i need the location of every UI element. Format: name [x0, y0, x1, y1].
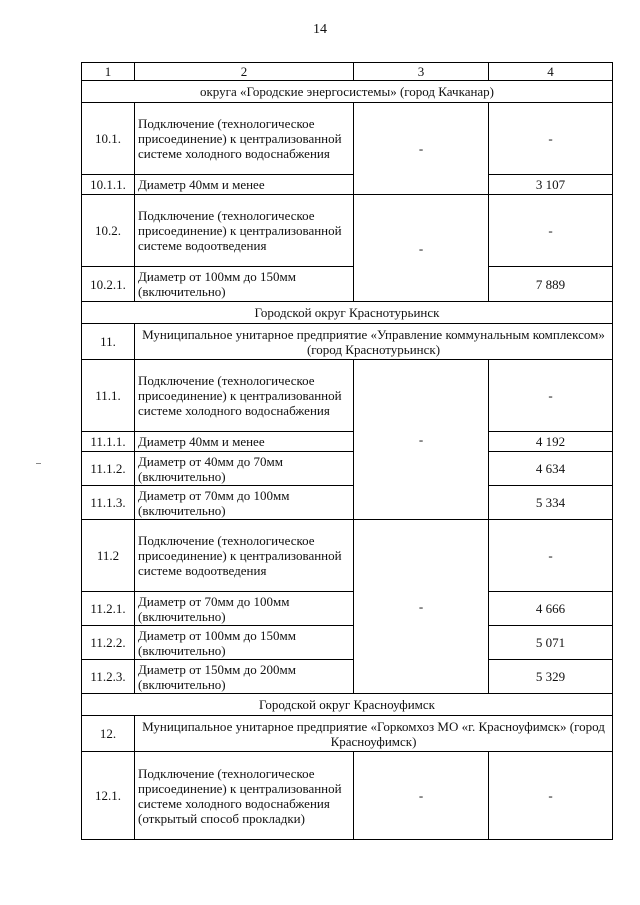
org-name: Муниципальное унитарное предприятие «Горкомхоз МО «г. Красноуфимск» (город Красноуфимск): [135, 716, 613, 752]
item-tariff: -: [489, 752, 613, 840]
table-row: [82, 520, 613, 592]
section-title: округа «Городские энергосистемы» (город Качканар): [82, 81, 613, 103]
header-cell: 1: [82, 63, 135, 81]
item-tariff: 5 071: [489, 626, 613, 660]
item-number: 11.1.2.: [82, 452, 135, 486]
item-number: 10.2.1.: [82, 267, 135, 302]
item-number: 11.1.3.: [82, 486, 135, 520]
org-row: [82, 324, 613, 360]
item-col3: -: [354, 103, 489, 195]
item-number: 10.2.: [82, 195, 135, 267]
section-row: [82, 694, 613, 716]
org-number: 12.: [82, 716, 135, 752]
item-description: Диаметр от 100мм до 150мм (включительно): [135, 626, 354, 660]
item-tariff: 5 329: [489, 660, 613, 694]
table-row: [82, 175, 613, 195]
item-description: Подключение (технологическое присоединение) к централизованной системе водоотведения: [135, 520, 354, 592]
item-description: Диаметр 40мм и менее: [135, 432, 354, 452]
item-tariff: 3 107: [489, 175, 613, 195]
item-description: Диаметр от 150мм до 200мм (включительно): [135, 660, 354, 694]
org-row: [82, 716, 613, 752]
table-row: [82, 592, 613, 626]
section-row: [82, 81, 613, 103]
section-title: Городской округ Краснотурьинск: [82, 302, 613, 324]
item-description: Диаметр 40мм и менее: [135, 175, 354, 195]
table-row: [82, 267, 613, 302]
item-description: Подключение (технологическое присоединение) к централизованной системе холодного водоснабжения: [135, 360, 354, 432]
item-tariff: 5 334: [489, 486, 613, 520]
item-tariff: 4 634: [489, 452, 613, 486]
table-row: [82, 752, 613, 840]
item-description: Диаметр от 70мм до 100мм (включительно): [135, 486, 354, 520]
item-col3: -: [354, 520, 489, 694]
section-row: [82, 302, 613, 324]
item-description: Подключение (технологическое присоединение) к централизованной системе водоотведения: [135, 195, 354, 267]
item-description: Диаметр от 100мм до 150мм (включительно): [135, 267, 354, 302]
org-name: Муниципальное унитарное предприятие «Управление коммунальным комплексом» (город Краснотурьинск): [135, 324, 613, 360]
section-title: Городской округ Красноуфимск: [82, 694, 613, 716]
item-description: Подключение (технологическое присоединение) к централизованной системе холодного водоснабжения: [135, 103, 354, 175]
item-number: 11.2: [82, 520, 135, 592]
item-tariff: -: [489, 360, 613, 432]
item-description: Подключение (технологическое присоединение) к централизованной системе холодного водоснабжения (открытый способ прокладки): [135, 752, 354, 840]
item-number: 11.2.1.: [82, 592, 135, 626]
page-number: 14: [313, 22, 327, 37]
item-tariff: 4 666: [489, 592, 613, 626]
item-col3: -: [354, 752, 489, 840]
table-row: [82, 103, 613, 175]
item-number: 11.2.2.: [82, 626, 135, 660]
item-tariff: -: [489, 103, 613, 175]
table-row: [82, 486, 613, 520]
item-number: 10.1.1.: [82, 175, 135, 195]
table-row: [82, 432, 613, 452]
item-tariff: 7 889: [489, 267, 613, 302]
table-row: [82, 360, 613, 432]
item-number: 12.1.: [82, 752, 135, 840]
tariff-table: [81, 62, 613, 840]
item-number: 11.1.1.: [82, 432, 135, 452]
item-col3: -: [354, 360, 489, 520]
header-cell: 4: [489, 63, 613, 81]
item-tariff: -: [489, 520, 613, 592]
item-number: 10.1.: [82, 103, 135, 175]
table-row: [82, 626, 613, 660]
header-cell: 3: [354, 63, 489, 81]
item-description: Диаметр от 70мм до 100мм (включительно): [135, 592, 354, 626]
item-col3: -: [354, 195, 489, 302]
item-number: 11.1.: [82, 360, 135, 432]
table-row: [82, 660, 613, 694]
header-cell: 2: [135, 63, 354, 81]
org-number: 11.: [82, 324, 135, 360]
table-row: [82, 452, 613, 486]
item-description: Диаметр от 40мм до 70мм (включительно): [135, 452, 354, 486]
scan-mark: [36, 463, 41, 464]
item-tariff: -: [489, 195, 613, 267]
item-tariff: 4 192: [489, 432, 613, 452]
header-row: [82, 63, 613, 81]
table-row: [82, 195, 613, 267]
item-number: 11.2.3.: [82, 660, 135, 694]
